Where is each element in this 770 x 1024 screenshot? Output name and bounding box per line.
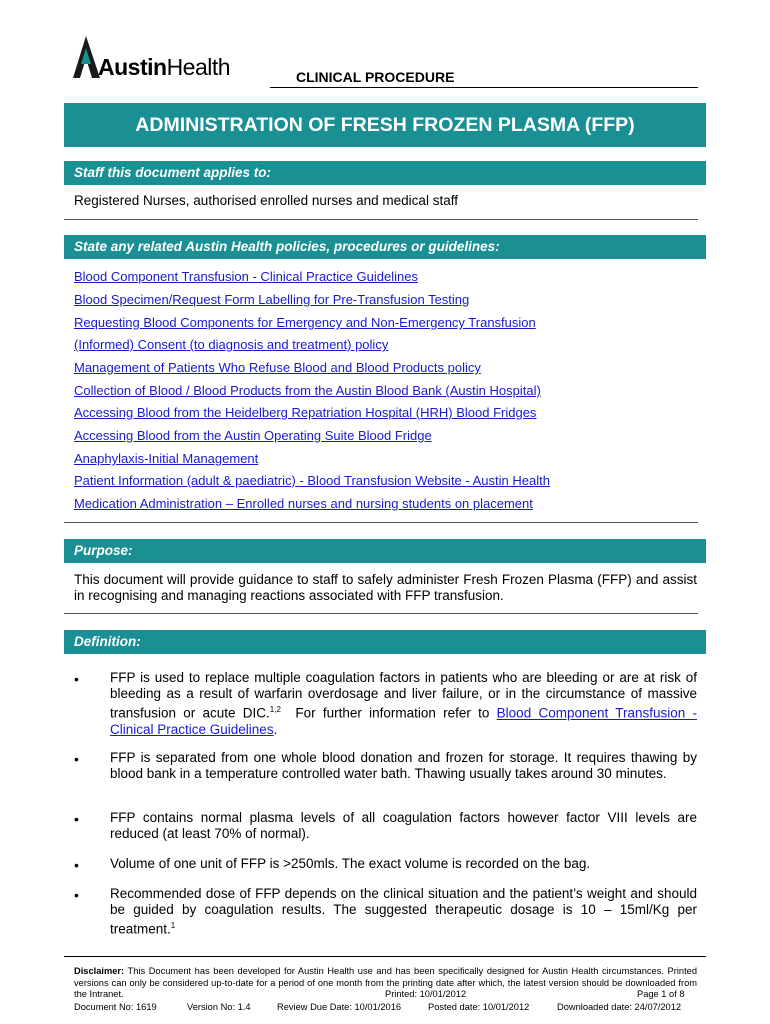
staff-heading: Staff this document applies to: [64,161,706,185]
document-number: Document No: 1619 [74,1002,157,1012]
bullet-icon: • [74,857,79,873]
def1-after: For further information refer to [280,705,497,721]
review-due-date: Review Due Date: 10/01/2016 [277,1002,402,1012]
purpose-rule [64,613,698,614]
definition-heading: Definition: [64,630,706,654]
definition-item-1 [110,670,697,738]
bullet-icon: • [74,671,79,687]
footer-rule [64,956,706,957]
def5-citation: 1 [170,921,176,930]
definition-item-2: FFP is separated from one whole blood donation and frozen for storage. It requires thawing by blood bank in a temperature controlled water bath. Thawing usually takes around 30 minutes. [110,750,697,781]
related-link[interactable]: Blood Specimen/Request Form Labelling for Pre-Transfusion Testing [74,292,470,307]
definition-item-3: FFP contains normal plasma levels of all coagulation factors however factor VIII levels are reduced (at least 70% of normal). [110,810,697,841]
related-link[interactable]: Accessing Blood from the Heidelberg Repatriation Hospital (HRH) Blood Fridges [74,405,537,420]
related-link[interactable]: Management of Patients Who Refuse Blood and Blood Products policy [74,360,481,375]
page-number: Page 1 of 8 [637,989,685,999]
downloaded-date: Downloaded date: 24/07/2012 [557,1002,682,1012]
bullet-icon: • [74,751,79,767]
logo-wordmark [98,54,230,81]
logo-bold: Austin [98,54,167,80]
related-heading: State any related Austin Health policies, procedures or guidelines: [64,235,706,259]
def1-citation: 1,2 [269,705,281,714]
related-rule [64,522,698,523]
def1-link[interactable]: Blood Component Transfusion - Clinical Practice Guidelines [110,705,697,737]
procedure-rule [270,87,698,88]
procedure-label: CLINICAL PROCEDURE [296,69,455,85]
def1-end: . [273,721,278,737]
disclaimer-label: Disclaimer: [74,966,125,976]
related-link[interactable]: Collection of Blood / Blood Products from the Austin Blood Bank (Austin Hospital) [74,383,541,398]
related-link[interactable]: Medication Administration – Enrolled nurses and nursing students on placement [74,496,533,511]
definition-item-5 [110,886,697,938]
related-link[interactable]: Anaphylaxis-Initial Management [74,451,259,466]
logo-light: Health [166,54,231,80]
bullet-icon: • [74,887,79,903]
version-number: Version No: 1.4 [187,1002,251,1012]
purpose-heading: Purpose: [64,539,706,563]
def1-text: FFP is used to replace multiple coagulation factors in patients who are bleeding or are at risk of bleeding as a result of warfarin overdosage and liver failure, or in the circumstance of massive transfusion or acute DIC. [110,670,697,721]
page-title: ADMINISTRATION OF FRESH FROZEN PLASMA (FFP) [135,113,635,136]
bullet-icon: • [74,811,79,827]
printed-date: Printed: 10/01/2012 [385,989,467,999]
related-link[interactable]: Accessing Blood from the Austin Operating Suite Blood Fridge [74,428,432,443]
related-link[interactable]: (Informed) Consent (to diagnosis and treatment) policy [74,337,389,352]
austin-health-logo [72,34,232,84]
def5-text: Recommended dose of FFP depends on the clinical situation and the patient’s weight and should be guided by coagulation results. The suggested therapeutic dosage is 10 – 15ml/Kg per treatment. [110,886,697,937]
definition-item-4: Volume of one unit of FFP is >250mls. The exact volume is recorded on the bag. [110,856,591,871]
related-link[interactable]: Blood Component Transfusion - Clinical Practice Guidelines [74,269,418,284]
disclaimer-text: This Document has been developed for Austin Health use and has been specifically designed for Austin Health circumstances. Printed versions can only be considered up-to-date for a period of one month from the printing date after which, the latest version should be downloaded from the Intranet. [74,966,697,999]
purpose-text: This document will provide guidance to staff to safely administer Fresh Frozen Plasma (FFP) and assist in recognising and managing reactions associated with FFP transfusion. [74,572,697,603]
staff-text: Registered Nurses, authorised enrolled nurses and medical staff [74,193,458,208]
related-link[interactable]: Patient Information (adult & paediatric) - Blood Transfusion Website - Austin Health [74,473,550,488]
title-banner [64,103,706,147]
posted-date: Posted date: 10/01/2012 [428,1002,530,1012]
staff-rule [64,219,698,220]
related-link[interactable]: Requesting Blood Components for Emergency and Non-Emergency Transfusion [74,315,536,330]
